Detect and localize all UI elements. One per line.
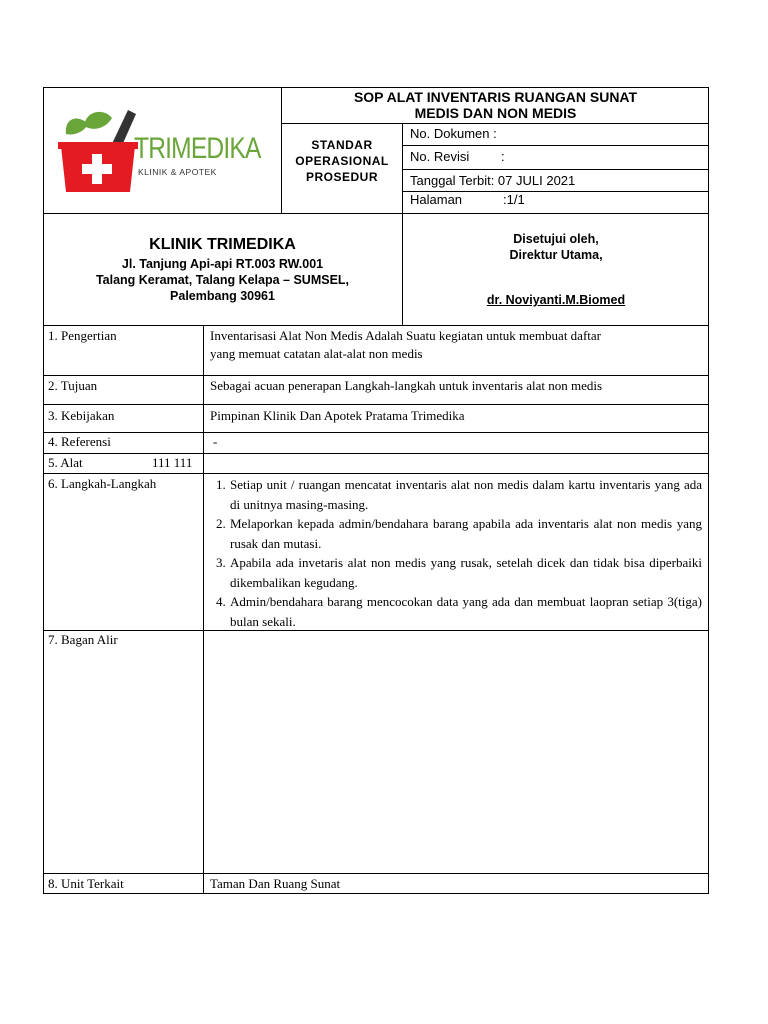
section-label-alat: 5. Alat <box>48 455 83 470</box>
step-number: 3. <box>216 555 226 570</box>
text-line: Inventarisasi Alat Non Medis Adalah Suatu kegiatan untuk membuat daftar <box>210 328 601 343</box>
issue-date: Tanggal Terbit: 07 JULI 2021 <box>410 173 576 188</box>
approval-block <box>403 231 709 263</box>
divider <box>43 432 709 433</box>
step-text: Admin/bendahara barang mencocokan data yang ada dan membuat laopran setiap 3(tiga) bulan sekali. <box>230 594 702 629</box>
section-label-unit: 8. Unit Terkait <box>48 876 124 891</box>
section-value-pengertian <box>210 327 705 363</box>
page-label: Halaman <box>410 192 463 207</box>
address-line: Palembang 30961 <box>170 289 275 303</box>
divider <box>402 169 709 170</box>
step-text: Setiap unit / ruangan mencatat inventaris alat non medis dalam kartu inventaris yang ada di unitnya masing-masing. <box>230 477 702 512</box>
section-label-kebijakan: 3. Kebijakan <box>48 408 115 423</box>
logo-wordmark: TRIMEDIKA <box>134 132 261 165</box>
list-item <box>205 553 702 592</box>
clinic-name: KLINIK TRIMEDIKA <box>149 236 296 253</box>
revision-value: : <box>501 149 505 164</box>
list-item <box>205 514 702 553</box>
section-label-langkah: 6. Langkah-Langkah <box>48 476 157 491</box>
sop-line: OPERASIONAL <box>295 154 389 168</box>
divider <box>43 404 709 405</box>
divider <box>402 145 709 146</box>
divider <box>43 473 709 474</box>
section-label-referensi: 4. Referensi <box>48 434 111 449</box>
divider <box>43 453 709 454</box>
address-line: Talang Keramat, Talang Kelapa – SUMSEL, <box>95 273 350 287</box>
approval-line: Disetujui oleh, <box>513 232 599 246</box>
title-line: MEDIS DAN NON MEDIS <box>414 105 577 121</box>
approval-line: Direktur Utama, <box>509 248 603 262</box>
page-value: :1/1 <box>503 192 525 207</box>
revision-label: No. Revisi <box>410 149 470 164</box>
divider <box>281 123 709 124</box>
divider <box>43 375 709 376</box>
document-title <box>282 89 709 121</box>
section-label-tujuan: 2. Tujuan <box>48 378 98 393</box>
approver-name: dr. Noviyanti.M.Biomed <box>486 293 626 307</box>
step-number: 1. <box>216 477 226 492</box>
clinic-logo <box>58 104 261 198</box>
logo-subtext: KLINIK & APOTEK <box>138 167 217 177</box>
divider <box>43 325 709 326</box>
sop-line: PROSEDUR <box>305 170 378 184</box>
divider <box>43 873 709 874</box>
step-number: 2. <box>216 516 226 531</box>
section-value-unit: Taman Dan Ruang Sunat <box>210 876 341 891</box>
divider <box>203 325 204 894</box>
step-text: Melaporkan kepada admin/bendahara barang apabila ada inventaris alat non medis yang rusak dan mutasi. <box>230 516 702 551</box>
list-item <box>205 475 702 514</box>
title-line: SOP ALAT INVENTARIS RUANGAN SUNAT <box>353 89 638 105</box>
section-label-bagan: 7. Bagan Alir <box>48 632 118 647</box>
section-value-kebijakan: Pimpinan Klinik Dan Apotek Pratama Trimedika <box>210 408 465 423</box>
steps-list <box>205 475 702 631</box>
divider <box>402 123 403 213</box>
sop-line: STANDAR <box>311 138 373 152</box>
list-item <box>205 592 702 631</box>
divider <box>402 213 403 325</box>
sop-label <box>282 137 402 185</box>
divider <box>43 213 709 214</box>
section-value-referensi: - <box>213 434 218 449</box>
step-number: 4. <box>216 594 226 609</box>
clinic-address <box>43 256 402 304</box>
alat-extra: 111 111 <box>152 455 193 470</box>
section-value-tujuan: Sebagai acuan penerapan Langkah-langkah untuk inventaris alat non medis <box>210 378 603 393</box>
document-number: No. Dokumen : <box>410 126 497 141</box>
text-line: yang memuat catatan alat-alat non medis <box>210 346 423 361</box>
address-line: Jl. Tanjung Api-api RT.003 RW.001 <box>121 257 324 271</box>
step-text: Apabila ada invetaris alat non medis yang rusak, setelah dicek dan tidak bisa diperbaiki dikembalikan kegudang. <box>230 555 702 590</box>
section-label-pengertian: 1. Pengertian <box>48 328 117 343</box>
